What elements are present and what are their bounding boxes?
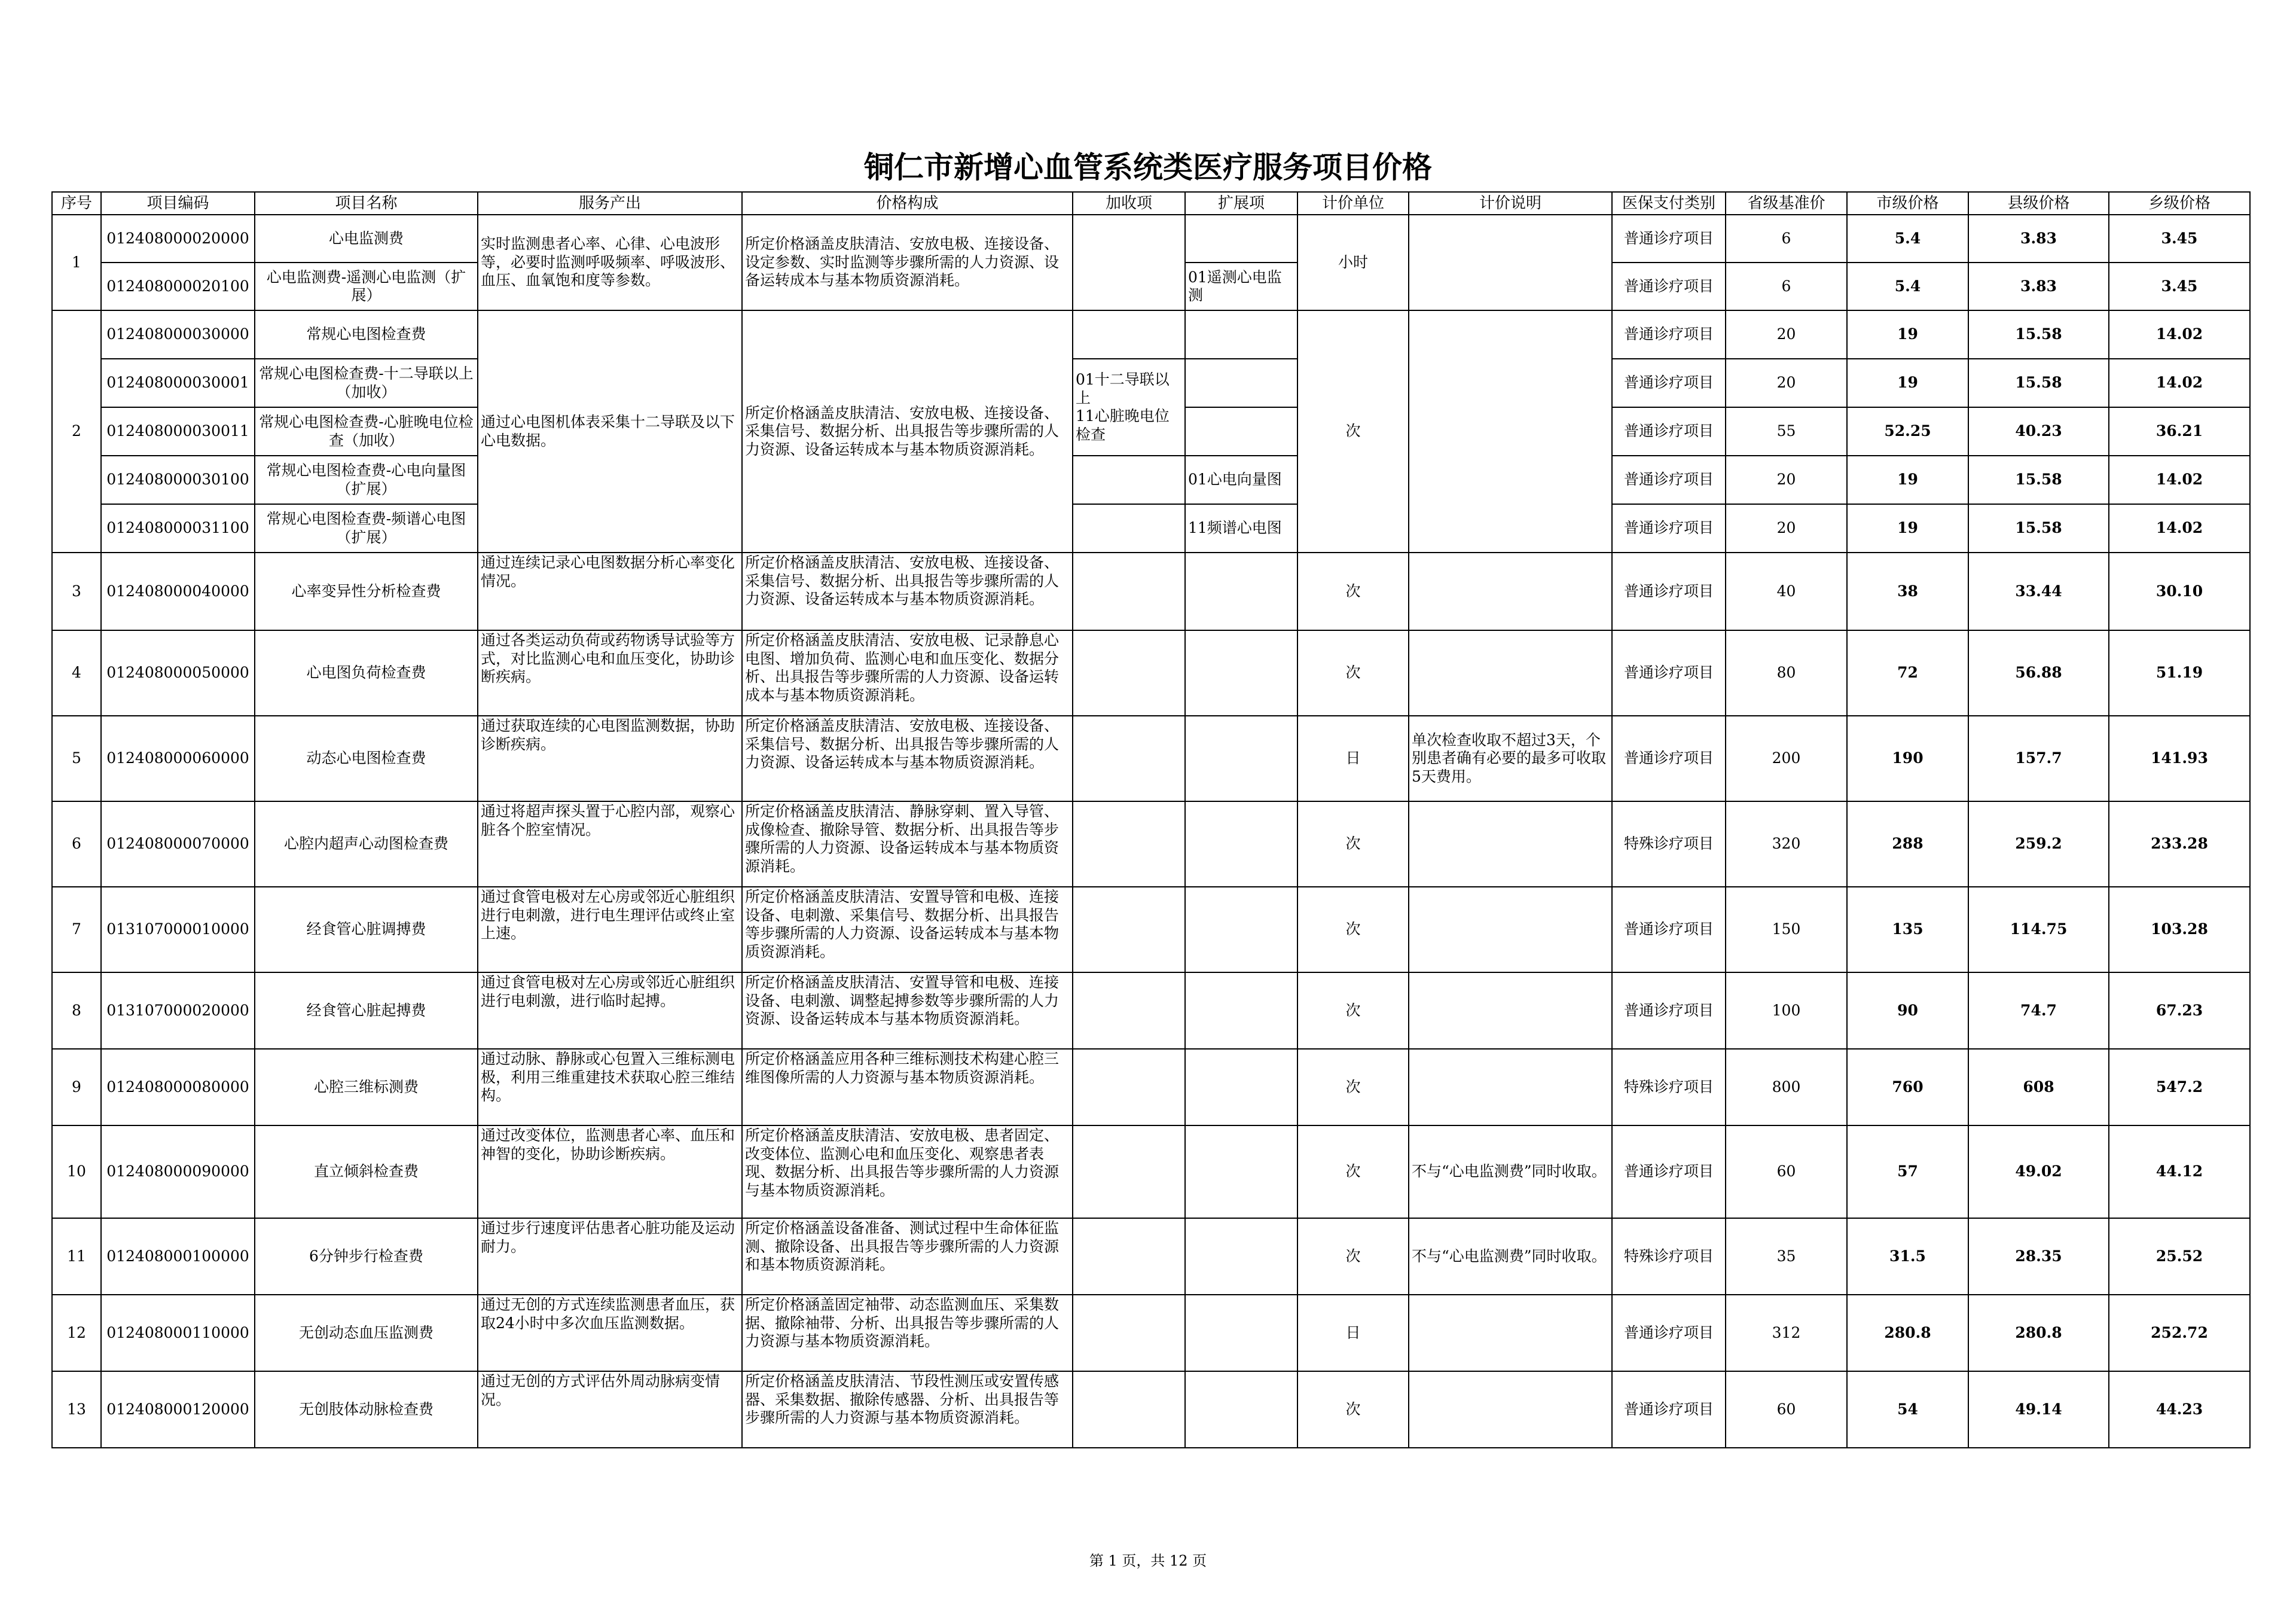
city-price-cell: 19 [1847,456,1968,504]
header-city-price: 市级价格 [1847,192,1968,215]
header-note: 计价说明 [1409,192,1612,215]
category-cell: 特殊诊疗项目 [1612,1049,1726,1125]
code-cell: 012408000040000 [101,553,255,630]
add-cell [1073,716,1185,801]
category-cell: 普通诊疗项目 [1612,504,1726,553]
category-cell: 普通诊疗项目 [1612,1371,1726,1448]
table-row [52,1218,2250,1295]
note-cell [1409,887,1612,972]
note-cell: 不与“心电监测费”同时收取。 [1409,1125,1612,1218]
table-row [52,215,2250,263]
add-cell [1073,1049,1185,1125]
composition-cell: 所定价格涵盖设备准备、测试过程中生命体征监测、撤除设备、出具报告等步骤所需的人力资源和基本物质资源消耗。 [742,1218,1073,1295]
note-cell [1409,310,1612,553]
add-cell [1073,887,1185,972]
composition-cell: 所定价格涵盖皮肤清洁、安放电极、连接设备、采集信号、数据分析、出具报告等步骤所需的人力资源、设备运转成本与基本物质资源消耗。 [742,716,1073,801]
output-cell: 通过连续记录心电图数据分析心率变化情况。 [478,553,742,630]
base-price-cell: 20 [1726,310,1847,359]
base-price-cell: 320 [1726,801,1847,887]
county-price-cell: 157.7 [1968,716,2109,801]
ext-cell [1185,716,1297,801]
ext-cell [1185,215,1297,263]
category-cell: 普通诊疗项目 [1612,630,1726,716]
town-price-cell: 14.02 [2109,359,2250,407]
seq-cell: 12 [52,1295,101,1371]
city-price-cell: 190 [1847,716,1968,801]
city-price-cell: 54 [1847,1371,1968,1448]
code-cell: 012408000120000 [101,1371,255,1448]
name-cell: 心腔三维标测费 [255,1049,478,1125]
city-price-cell: 38 [1847,553,1968,630]
city-price-cell: 19 [1847,504,1968,553]
composition-cell: 所定价格涵盖皮肤清洁、安置导管和电极、连接设备、电刺激、采集信号、数据分析、出具报告等步骤所需的人力资源、设备运转成本与基本物质资源消耗。 [742,887,1073,972]
city-price-cell: 72 [1847,630,1968,716]
code-cell: 013107000010000 [101,887,255,972]
name-cell: 常规心电图检查费-心电向量图（扩展） [255,456,478,504]
output-cell: 通过动脉、静脉或心包置入三维标测电极，利用三维重建技术获取心腔三维结构。 [478,1049,742,1125]
city-price-cell: 5.4 [1847,263,1968,310]
base-price-cell: 60 [1726,1371,1847,1448]
name-cell: 无创肢体动脉检查费 [255,1371,478,1448]
county-price-cell: 49.02 [1968,1125,2109,1218]
unit-cell: 次 [1297,1218,1409,1295]
code-cell: 012408000110000 [101,1295,255,1371]
base-price-cell: 40 [1726,553,1847,630]
seq-cell: 13 [52,1371,101,1448]
county-price-cell: 280.8 [1968,1295,2109,1371]
output-cell: 通过改变体位，监测患者心率、血压和神智的变化，协助诊断疾病。 [478,1125,742,1218]
code-cell: 012408000030000 [101,310,255,359]
city-price-cell: 52.25 [1847,407,1968,456]
ext-cell [1185,1125,1297,1218]
composition-cell: 所定价格涵盖皮肤清洁、静脉穿刺、置入导管、成像检查、撤除导管、数据分析、出具报告等步骤所需的人力资源、设备运转成本与基本物质资源消耗。 [742,801,1073,887]
name-cell: 心电监测费-遥测心电监测（扩展） [255,263,478,310]
add-cell [1073,310,1185,359]
county-price-cell: 49.14 [1968,1371,2109,1448]
town-price-cell: 67.23 [2109,972,2250,1049]
add-cell [1073,553,1185,630]
header-seq: 序号 [52,192,101,215]
output-cell: 通过获取连续的心电图监测数据，协助诊断疾病。 [478,716,742,801]
category-cell: 普通诊疗项目 [1612,456,1726,504]
city-price-cell: 57 [1847,1125,1968,1218]
seq-cell: 1 [52,215,101,310]
code-cell: 012408000070000 [101,801,255,887]
seq-cell: 11 [52,1218,101,1295]
town-price-cell: 25.52 [2109,1218,2250,1295]
ext-cell [1185,972,1297,1049]
county-price-cell: 15.58 [1968,310,2109,359]
seq-cell: 5 [52,716,101,801]
town-price-cell: 103.28 [2109,887,2250,972]
category-cell: 普通诊疗项目 [1612,716,1726,801]
name-cell: 直立倾斜检查费 [255,1125,478,1218]
city-price-cell: 31.5 [1847,1218,1968,1295]
page-title: 铜仁市新增心血管系统类医疗服务项目价格 [864,150,1432,185]
output-cell: 通过步行速度评估患者心脏功能及运动耐力。 [478,1218,742,1295]
name-cell: 无创动态血压监测费 [255,1295,478,1371]
town-price-cell: 36.21 [2109,407,2250,456]
header-add: 加收项 [1073,192,1185,215]
city-price-cell: 135 [1847,887,1968,972]
output-cell: 通过食管电极对左心房或邻近心脏组织进行电刺激，进行临时起搏。 [478,972,742,1049]
table-row [52,504,2250,553]
note-cell [1409,1049,1612,1125]
category-cell: 普通诊疗项目 [1612,553,1726,630]
code-cell: 012408000100000 [101,1218,255,1295]
note-cell [1409,801,1612,887]
name-cell: 常规心电图检查费-十二导联以上（加收） [255,359,478,407]
ext-cell [1185,1218,1297,1295]
county-price-cell: 15.58 [1968,504,2109,553]
add-cell-merged [1073,359,1185,456]
output-cell: 通过无创的方式评估外周动脉病变情况。 [478,1371,742,1448]
name-cell: 心电监测费 [255,215,478,263]
category-cell: 特殊诊疗项目 [1612,1218,1726,1295]
header-unit: 计价单位 [1297,192,1409,215]
unit-cell: 小时 [1297,215,1409,310]
output-cell: 通过食管电极对左心房或邻近心脏组织进行电刺激，进行电生理评估或终止室上速。 [478,887,742,972]
ext-cell: 11频谱心电图 [1185,504,1297,553]
name-cell: 常规心电图检查费-频谱心电图（扩展） [255,504,478,553]
composition-cell: 所定价格涵盖固定袖带、动态监测血压、采集数据、撤除袖带、分析、出具报告等步骤所需的人力资源与基本物质资源消耗。 [742,1295,1073,1371]
county-price-cell: 259.2 [1968,801,2109,887]
table-row [52,972,2250,1049]
town-price-cell: 14.02 [2109,504,2250,553]
note-cell: 单次检查收取不超过3天，个别患者确有必要的最多可收取5天费用。 [1409,716,1612,801]
town-price-cell: 14.02 [2109,456,2250,504]
category-cell: 普通诊疗项目 [1612,1295,1726,1371]
table-row [52,456,2250,504]
seq-cell: 9 [52,1049,101,1125]
unit-cell: 次 [1297,310,1409,553]
name-cell: 心腔内超声心动图检查费 [255,801,478,887]
unit-cell: 次 [1297,972,1409,1049]
table-row [52,553,2250,630]
add-cell [1073,456,1185,504]
price-table [51,191,2251,1448]
ext-cell [1185,1371,1297,1448]
add-cell [1073,1295,1185,1371]
category-cell: 普通诊疗项目 [1612,1125,1726,1218]
seq-cell: 6 [52,801,101,887]
name-cell: 6分钟步行检查费 [255,1218,478,1295]
table-row [52,887,2250,972]
base-price-cell: 200 [1726,716,1847,801]
code-cell: 012408000050000 [101,630,255,716]
base-price-cell: 6 [1726,263,1847,310]
header-code: 项目编码 [101,192,255,215]
base-price-cell: 6 [1726,215,1847,263]
ext-cell [1185,407,1297,456]
page-footer: 第 1 页，共 12 页 [1089,1552,1207,1569]
output-cell: 通过无创的方式连续监测患者血压，获取24小时中多次血压监测数据。 [478,1295,742,1371]
category-cell: 普通诊疗项目 [1612,215,1726,263]
name-cell: 动态心电图检查费 [255,716,478,801]
base-price-cell: 55 [1726,407,1847,456]
composition-cell: 所定价格涵盖皮肤清洁、安放电极、患者固定、改变体位、监测心电和血压变化、观察患者表现、数据分析、出具报告等步骤所需的人力资源与基本物质资源消耗。 [742,1125,1073,1218]
header-category: 医保支付类别 [1612,192,1726,215]
county-price-cell: 15.58 [1968,359,2109,407]
seq-cell: 10 [52,1125,101,1218]
composition-cell: 所定价格涵盖应用各种三维标测技术构建心腔三维图像所需的人力资源与基本物质资源消耗。 [742,1049,1073,1125]
table-row [52,1049,2250,1125]
category-cell: 普通诊疗项目 [1612,263,1726,310]
base-price-cell: 80 [1726,630,1847,716]
table-row [52,716,2250,801]
header-base-price: 省级基准价 [1726,192,1847,215]
base-price-cell: 60 [1726,1125,1847,1218]
town-price-cell: 3.45 [2109,215,2250,263]
header-output: 服务产出 [478,192,742,215]
county-price-cell: 3.83 [1968,263,2109,310]
header-ext: 扩展项 [1185,192,1297,215]
table-row [52,630,2250,716]
base-price-cell: 150 [1726,887,1847,972]
composition-cell: 所定价格涵盖皮肤清洁、节段性测压或安置传感器、采集数据、撤除传感器、分析、出具报告等步骤所需的人力资源与基本物质资源消耗。 [742,1371,1073,1448]
base-price-cell: 312 [1726,1295,1847,1371]
county-price-cell: 28.35 [1968,1218,2109,1295]
base-price-cell: 100 [1726,972,1847,1049]
unit-cell: 次 [1297,801,1409,887]
table-row [52,359,2250,407]
town-price-cell: 30.10 [2109,553,2250,630]
base-price-cell: 20 [1726,359,1847,407]
note-cell [1409,1295,1612,1371]
town-price-cell: 14.02 [2109,310,2250,359]
town-price-cell: 252.72 [2109,1295,2250,1371]
category-cell: 特殊诊疗项目 [1612,801,1726,887]
town-price-cell: 51.19 [2109,630,2250,716]
unit-cell: 次 [1297,1125,1409,1218]
composition-cell: 所定价格涵盖皮肤清洁、安放电极、连接设备、设定参数、实时监测等步骤所需的人力资源、设备运转成本与基本物质资源消耗。 [742,215,1073,310]
table-row [52,1125,2250,1218]
note-cell [1409,630,1612,716]
code-cell: 012408000080000 [101,1049,255,1125]
code-cell: 012408000020100 [101,263,255,310]
add-cell [1073,630,1185,716]
county-price-cell: 608 [1968,1049,2109,1125]
table-row [52,1295,2250,1371]
seq-cell: 4 [52,630,101,716]
header-name: 项目名称 [255,192,478,215]
add-item: 01十二导联以上 [1076,371,1170,407]
city-price-cell: 280.8 [1847,1295,1968,1371]
base-price-cell: 800 [1726,1049,1847,1125]
composition-cell: 所定价格涵盖皮肤清洁、安置导管和电极、连接设备、电刺激、调整起搏参数等步骤所需的人力资源、设备运转成本与基本物质资源消耗。 [742,972,1073,1049]
header-composition: 价格构成 [742,192,1073,215]
note-cell [1409,553,1612,630]
note-cell [1409,1371,1612,1448]
composition-cell: 所定价格涵盖皮肤清洁、安放电极、记录静息心电图、增加负荷、监测心电和血压变化、数据分析、出具报告等步骤所需的人力资源、设备运转成本与基本物质资源消耗。 [742,630,1073,716]
code-cell: 012408000030100 [101,456,255,504]
add-cell [1073,504,1185,553]
code-cell: 012408000090000 [101,1125,255,1218]
city-price-cell: 90 [1847,972,1968,1049]
ext-cell [1185,1049,1297,1125]
name-cell: 常规心电图检查费 [255,310,478,359]
composition-cell: 所定价格涵盖皮肤清洁、安放电极、连接设备、采集信号、数据分析、出具报告等步骤所需的人力资源、设备运转成本与基本物质资源消耗。 [742,553,1073,630]
ext-cell [1185,1295,1297,1371]
category-cell: 普通诊疗项目 [1612,972,1726,1049]
city-price-cell: 288 [1847,801,1968,887]
city-price-cell: 19 [1847,359,1968,407]
add-cell [1073,801,1185,887]
category-cell: 普通诊疗项目 [1612,887,1726,972]
county-price-cell: 74.7 [1968,972,2109,1049]
note-cell: 不与“心电监测费”同时收取。 [1409,1218,1612,1295]
output-cell: 通过心电图机体表采集十二导联及以下心电数据。 [478,310,742,553]
output-cell: 通过各类运动负荷或药物诱导试验等方式，对比监测心电和血压变化，协助诊断疾病。 [478,630,742,716]
base-price-cell: 35 [1726,1218,1847,1295]
note-cell [1409,972,1612,1049]
ext-cell [1185,887,1297,972]
header-town-price: 乡级价格 [2109,192,2250,215]
base-price-cell: 20 [1726,504,1847,553]
composition-cell: 所定价格涵盖皮肤清洁、安放电极、连接设备、采集信号、数据分析、出具报告等步骤所需的人力资源、设备运转成本与基本物质资源消耗。 [742,310,1073,553]
county-price-cell: 3.83 [1968,215,2109,263]
ext-cell: 01心电向量图 [1185,456,1297,504]
add-cell [1073,1125,1185,1218]
unit-cell: 日 [1297,716,1409,801]
code-cell: 012408000030011 [101,407,255,456]
note-cell [1409,215,1612,310]
header-row [52,192,2250,215]
add-item: 11心脏晚电位检查 [1076,407,1170,443]
unit-cell: 次 [1297,1371,1409,1448]
table-row [52,310,2250,359]
name-cell: 心率变异性分析检查费 [255,553,478,630]
base-price-cell: 20 [1726,456,1847,504]
city-price-cell: 760 [1847,1049,1968,1125]
ext-cell [1185,801,1297,887]
ext-cell: 01遥测心电监测 [1185,263,1297,310]
output-cell: 实时监测患者心率、心律、心电波形等，必要时监测呼吸频率、呼吸波形、血压、血氧饱和度等参数。 [478,215,742,310]
town-price-cell: 233.28 [2109,801,2250,887]
seq-cell: 2 [52,310,101,553]
code-cell: 012408000030001 [101,359,255,407]
county-price-cell: 33.44 [1968,553,2109,630]
ext-cell [1185,359,1297,407]
county-price-cell: 114.75 [1968,887,2109,972]
town-price-cell: 44.12 [2109,1125,2250,1218]
unit-cell: 次 [1297,1049,1409,1125]
unit-cell: 次 [1297,887,1409,972]
table-row [52,1371,2250,1448]
category-cell: 普通诊疗项目 [1612,359,1726,407]
unit-cell: 日 [1297,1295,1409,1371]
county-price-cell: 15.58 [1968,456,2109,504]
category-cell: 普通诊疗项目 [1612,310,1726,359]
city-price-cell: 5.4 [1847,215,1968,263]
name-cell: 经食管心脏调搏费 [255,887,478,972]
category-cell: 普通诊疗项目 [1612,407,1726,456]
town-price-cell: 141.93 [2109,716,2250,801]
unit-cell: 次 [1297,553,1409,630]
code-cell: 013107000020000 [101,972,255,1049]
name-cell: 心电图负荷检查费 [255,630,478,716]
table-row [52,801,2250,887]
seq-cell: 8 [52,972,101,1049]
add-cell [1073,1371,1185,1448]
output-cell: 通过将超声探头置于心腔内部，观察心脏各个腔室情况。 [478,801,742,887]
seq-cell: 3 [52,553,101,630]
town-price-cell: 3.45 [2109,263,2250,310]
code-cell: 012408000031100 [101,504,255,553]
unit-cell: 次 [1297,630,1409,716]
town-price-cell: 44.23 [2109,1371,2250,1448]
ext-cell [1185,630,1297,716]
add-cell [1073,215,1185,310]
header-county-price: 县级价格 [1968,192,2109,215]
ext-cell [1185,553,1297,630]
code-cell: 012408000060000 [101,716,255,801]
ext-cell [1185,310,1297,359]
name-cell: 常规心电图检查费-心脏晚电位检查（加收） [255,407,478,456]
county-price-cell: 40.23 [1968,407,2109,456]
name-cell: 经食管心脏起搏费 [255,972,478,1049]
town-price-cell: 547.2 [2109,1049,2250,1125]
code-cell: 012408000020000 [101,215,255,263]
add-cell [1073,1218,1185,1295]
add-cell [1073,972,1185,1049]
city-price-cell: 19 [1847,310,1968,359]
county-price-cell: 56.88 [1968,630,2109,716]
seq-cell: 7 [52,887,101,972]
